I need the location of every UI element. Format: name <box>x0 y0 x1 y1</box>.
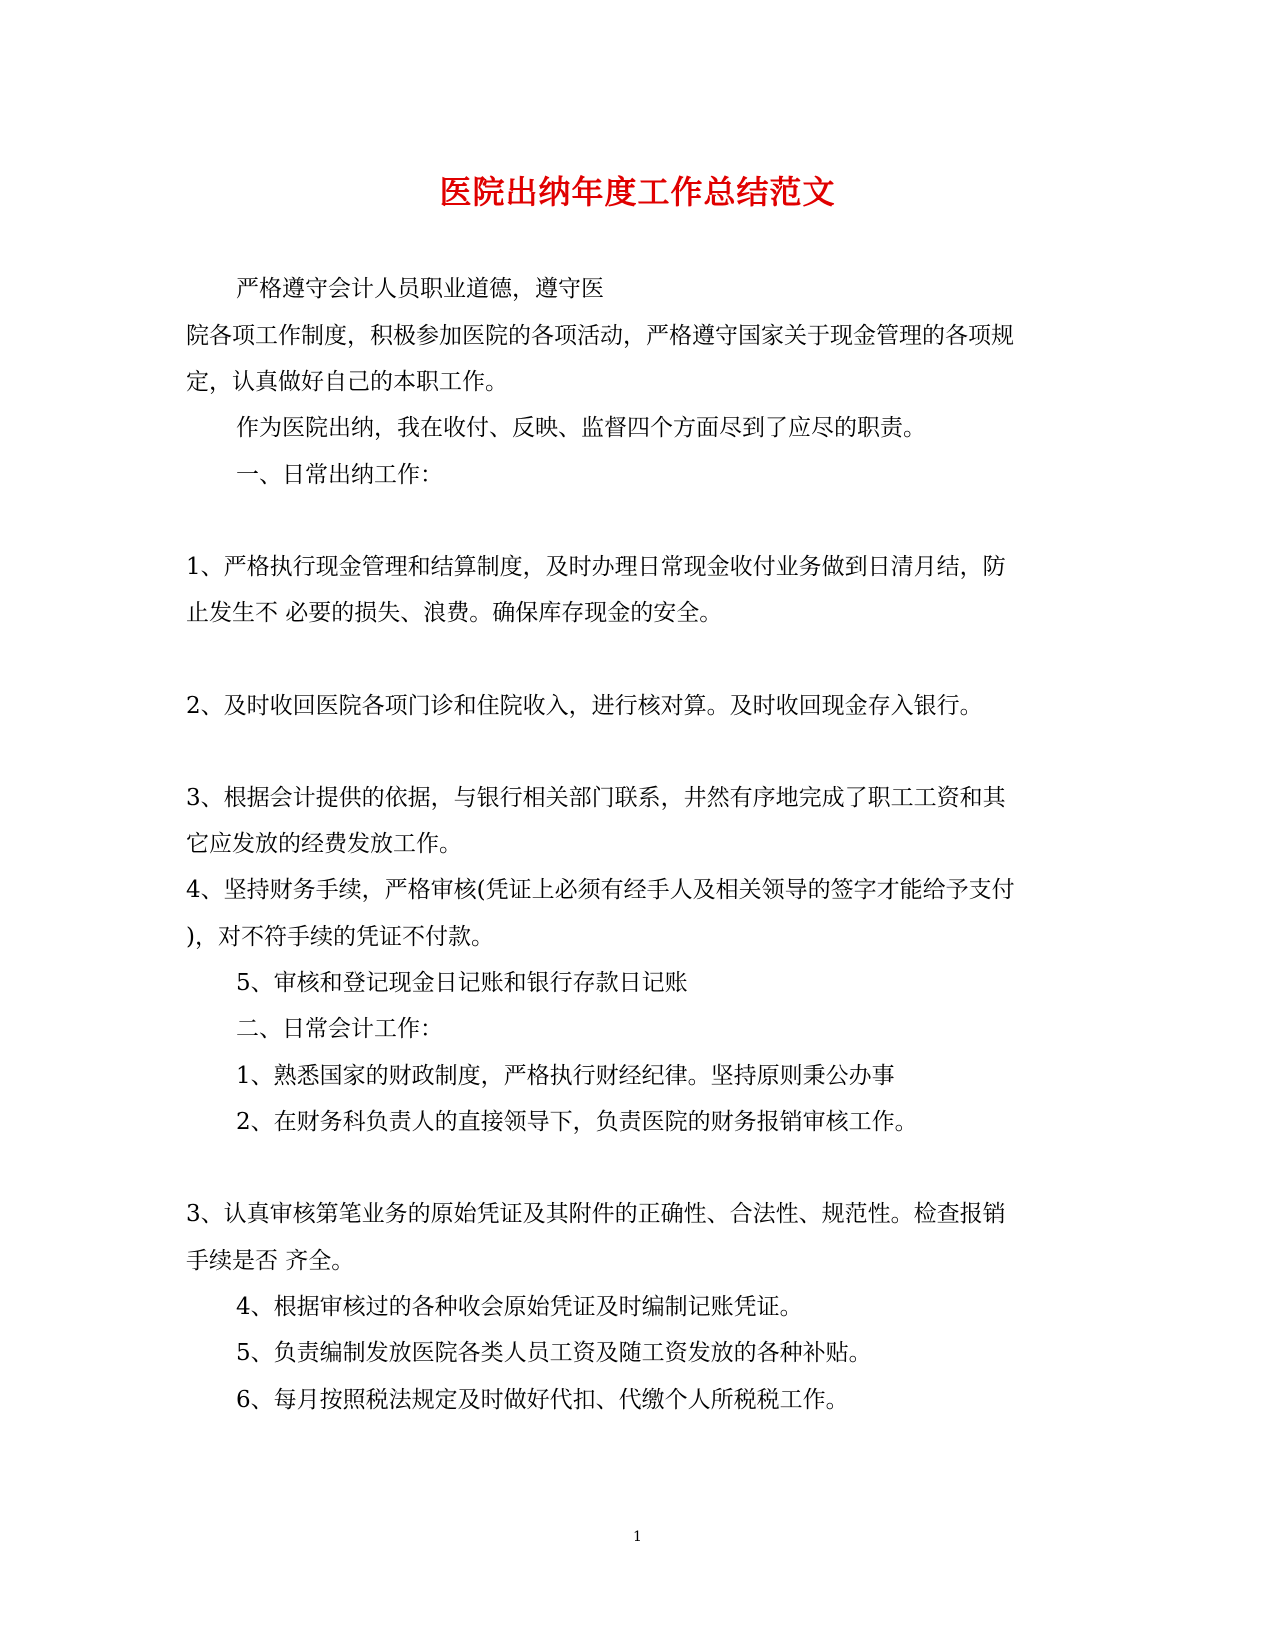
list-item-line: 2、及时收回医院各项门诊和住院收入，进行核对算。及时收回现金存入银行。 <box>186 693 983 719</box>
page-number: 1 <box>633 1529 642 1545</box>
list-item-line: 1、熟悉国家的财政制度，严格执行财经纪律。坚持原则秉公办事 <box>236 1063 895 1089</box>
document-title: 医院出纳年度工作总结范文 <box>439 173 836 211</box>
list-item-line: 止发生不 必要的损失、浪费。确保库存现金的安全。 <box>186 600 723 626</box>
section-heading: 二、日常会计工作： <box>236 1016 443 1042</box>
list-item-line: 4、坚持财务手续，严格审核(凭证上必须有经手人及相关领导的签字才能给予支付 <box>186 877 1015 903</box>
paragraph-line: 定，认真做好自己的本职工作。 <box>186 369 508 395</box>
list-item-line: 5、审核和登记现金日记账和银行存款日记账 <box>236 970 688 996</box>
list-item-line: 1、严格执行现金管理和结算制度，及时办理日常现金收付业务做到日清月结，防 <box>186 554 1006 580</box>
list-item-line: 4、根据审核过的各种收会原始凭证及时编制记账凭证。 <box>236 1294 803 1320</box>
list-item-line: )，对不符手续的凭证不付款。 <box>186 924 494 950</box>
list-item-line: 手续是否 齐全。 <box>186 1248 355 1274</box>
section-heading: 一、日常出纳工作： <box>236 462 443 488</box>
list-item-line: 它应发放的经费发放工作。 <box>186 831 462 857</box>
paragraph-line: 作为医院出纳，我在收付、反映、监督四个方面尽到了应尽的职责。 <box>236 415 926 441</box>
paragraph-line: 严格遵守会计人员职业道德，遵守医 <box>236 276 604 302</box>
list-item-line: 3、根据会计提供的依据，与银行相关部门联系，井然有序地完成了职工工资和其 <box>186 785 1006 811</box>
list-item-line: 2、在财务科负责人的直接领导下，负责医院的财务报销审核工作。 <box>236 1109 918 1135</box>
list-item-line: 5、负责编制发放医院各类人员工资及随工资发放的各种补贴。 <box>236 1340 872 1366</box>
list-item-line: 6、每月按照税法规定及时做好代扣、代缴个人所税税工作。 <box>236 1387 849 1413</box>
list-item-line: 3、认真审核第笔业务的原始凭证及其附件的正确性、合法性、规范性。检查报销 <box>186 1201 1006 1227</box>
paragraph-line: 院各项工作制度，积极参加医院的各项活动，严格遵守国家关于现金管理的各项规 <box>186 323 1014 349</box>
